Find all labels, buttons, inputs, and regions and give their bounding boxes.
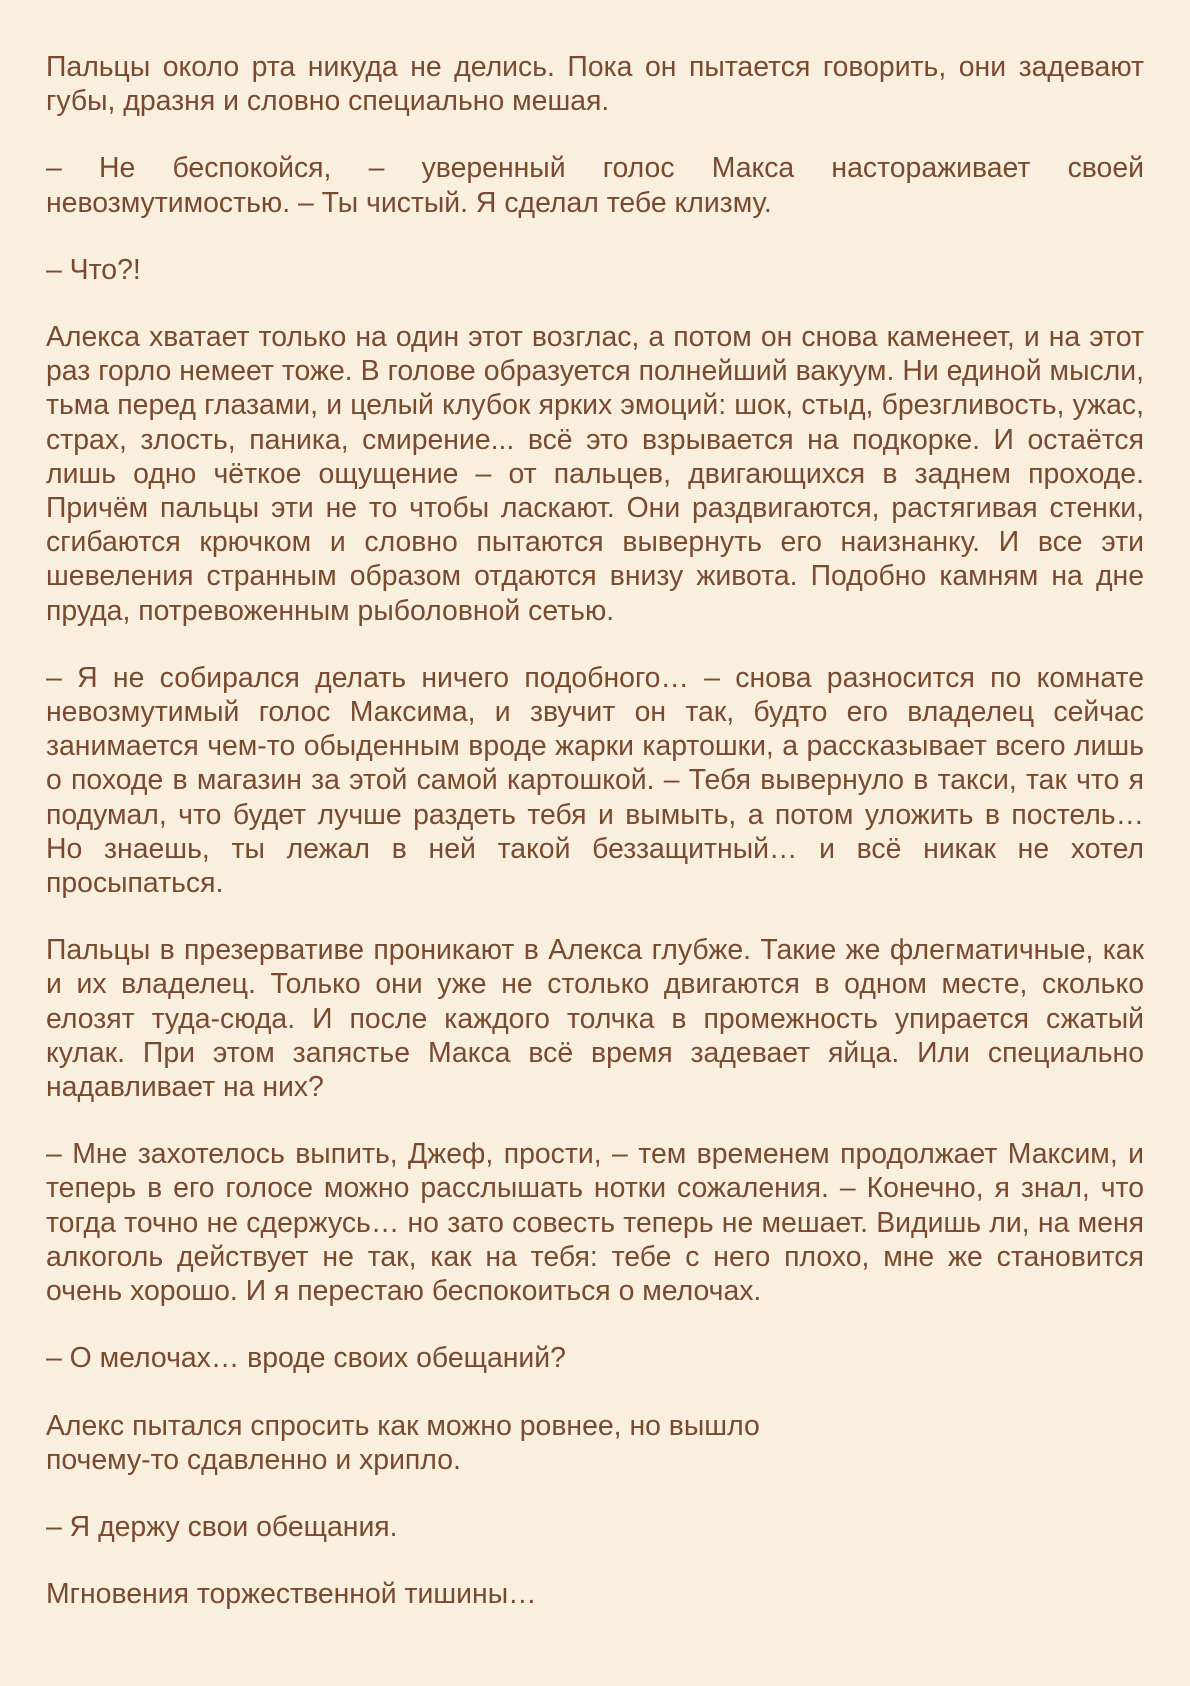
paragraph-3: – Что?! bbox=[46, 253, 141, 286]
paragraph-1: Пальцы около рта никуда не делись. Пока он пытается говорить, они задевают губы, дразня и словно специально мешая. bbox=[46, 51, 1144, 118]
paragraph-8: – О мелочах… вроде своих обещаний? bbox=[46, 1342, 566, 1375]
paragraph-10: – Я держу свои обещания. bbox=[46, 1510, 398, 1543]
paragraph-11: Мгновения торжественной тишины… bbox=[46, 1578, 537, 1611]
paragraph-5: – Я не собирался делать ничего подобного… – снова разносится по комнате невозмутимый голос Максима, и звучит он так, будто его владелец сейчас занимается чем-то обыденным вроде жарки картошки, а рассказывает всего лишь о походе в магазин за этой самой картошкой. – Тебя вывернуло в такси, так что я подумал, что будет лучше раздеть тебя и вымыть, а потом уложить в постель… Но знаешь, ты лежал в ней такой беззащитный… и всё никак не хотел просыпаться. bbox=[46, 661, 1144, 900]
paragraph-7: – Мне захотелось выпить, Джеф, прости, – тем временем продолжает Максим, и теперь в его голосе можно расслышать нотки сожаления. – Конечно, я знал, что тогда точно не сдержусь… но зато совесть теперь не мешает. Видишь ли, на меня алкоголь действует не так, как на тебя: тебе с него плохо, мне же становится очень хорошо. И я перестаю беспокоиться о мелочах. bbox=[46, 1138, 1144, 1308]
paragraph-9-line-1: Алекс пытался спросить как можно ровнее, но вышло bbox=[46, 1409, 760, 1442]
paragraph-9 bbox=[46, 1409, 806, 1477]
paragraph-6: Пальцы в презервативе проникают в Алекса глубже. Такие же флегматичные, как и их владелец. Только они уже не столько двигаются в одном месте, сколько елозят туда-сюда. И после каждого толчка в промежность упирается сжатый кулак. При этом запястье Макса всё время задевает яйца. Или специально надавливает на них? bbox=[46, 934, 1144, 1104]
paragraph-9-line-2: почему-то сдавленно и хрипло. bbox=[46, 1443, 461, 1476]
paragraph-4: Алекса хватает только на один этот возглас, а потом он снова каменеет, и на этот раз горло немеет тоже. В голове образуется полнейший вакуум. Ни единой мысли, тьма перед глазами, и целый клубок ярких эмоций: шок, стыд, брезгливость, ужас, страх, злость, паника, смирение... всё это взрывается на подкорке. И остаётся лишь одно чёткое ощущение – от пальцев, двигающихся в заднем проходе. Причём пальцы эти не то чтобы ласкают. Они раздвигаются, растягивая стенки, сгибаются крючком и словно пытаются вывернуть его наизнанку. И все эти шевеления странным образом отдаются внизу живота. Подобно камням на дне пруда, потревоженным рыболовной сетью. bbox=[46, 321, 1144, 627]
paragraph-2: – Не беспокойся, – уверенный голос Макса настораживает своей невозмутимостью. – Ты чистый. Я сделал тебе клизму. bbox=[46, 152, 1144, 219]
